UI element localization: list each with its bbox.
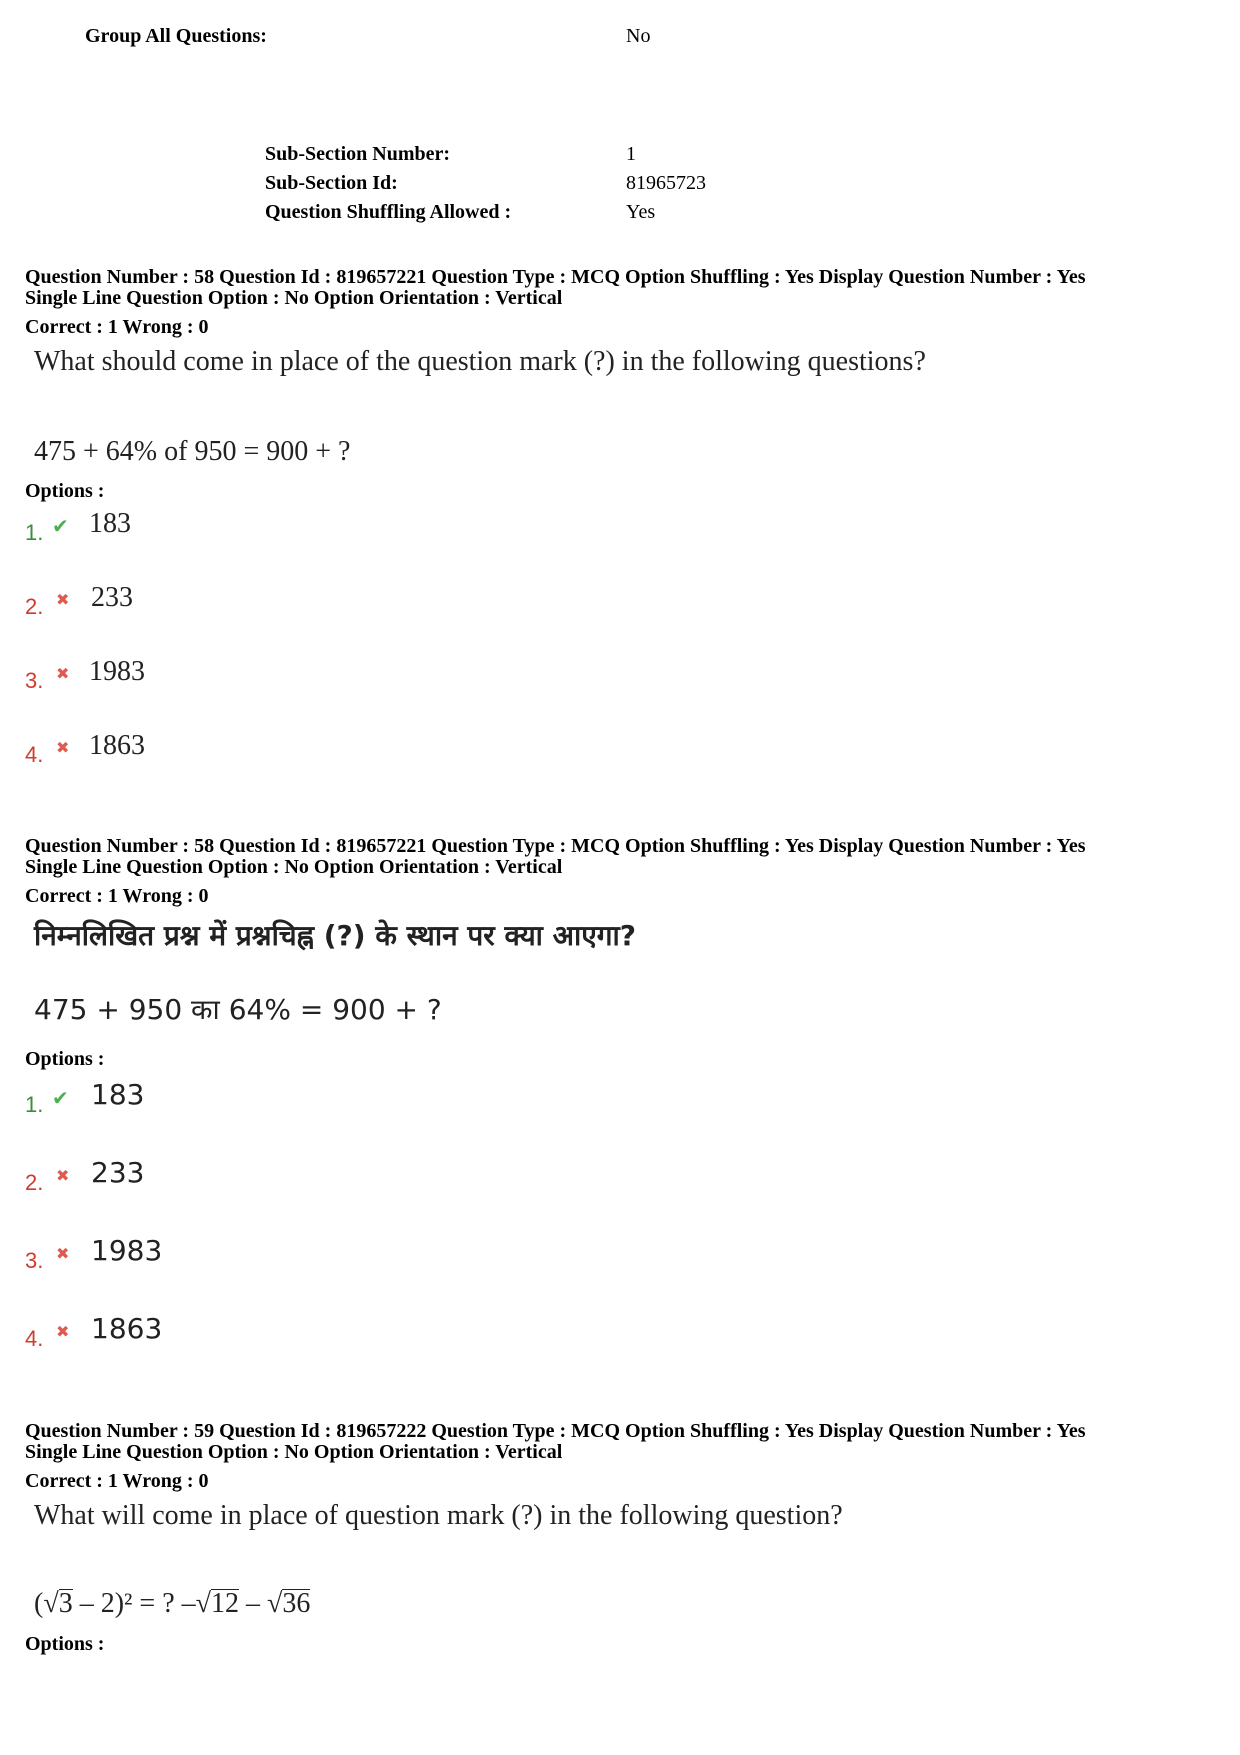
question-expression: 475 + 64% of 950 = 900 + ?	[34, 436, 351, 467]
radicand: 12	[211, 1588, 240, 1619]
expression-part: – √	[239, 1588, 283, 1619]
cross-icon: ✖	[56, 1244, 70, 1263]
option-value: 1983	[91, 1234, 163, 1267]
question-marks: Correct : 1 Wrong : 0	[25, 316, 209, 338]
shuffling-value: Yes	[626, 201, 656, 223]
option-number: 3.	[25, 1248, 44, 1273]
check-icon: ✔	[52, 1086, 69, 1110]
subsection-id-value: 81965723	[626, 172, 706, 194]
option-value: 1983	[89, 656, 145, 687]
subsection-number-value: 1	[626, 143, 636, 165]
option-number: 2.	[25, 1170, 44, 1195]
question-text: निम्नलिखित प्रश्न में प्रश्नचिह्न (?) के स्थान पर क्या आएगा?	[34, 919, 637, 952]
option-number: 2.	[25, 594, 44, 619]
option-value: 233	[91, 582, 133, 613]
options-label: Options :	[25, 1048, 105, 1070]
cross-icon: ✖	[56, 1166, 70, 1185]
options-label: Options :	[25, 480, 105, 502]
check-icon: ✔	[52, 514, 69, 538]
question-text: What will come in place of question mark (?) in the following question?	[34, 1500, 843, 1531]
question-meta-line2: Single Line Question Option : No Option Orientation : Vertical	[25, 287, 563, 309]
option-number: 4.	[25, 1326, 44, 1351]
option-number: 4.	[25, 742, 44, 767]
expression-part: (√	[34, 1588, 59, 1619]
option-value: 183	[91, 1078, 145, 1111]
question-meta-line2: Single Line Question Option : No Option Orientation : Vertical	[25, 856, 563, 878]
option-number: 1.	[25, 1092, 44, 1117]
options-label: Options :	[25, 1633, 105, 1655]
shuffling-label: Question Shuffling Allowed :	[265, 201, 512, 223]
option-value: 233	[91, 1156, 145, 1189]
question-expression	[34, 1588, 310, 1620]
question-meta-line1: Question Number : 58 Question Id : 819657221 Question Type : MCQ Option Shuffling : Yes Display Question Number : Yes	[25, 835, 1086, 857]
option-number: 3.	[25, 668, 44, 693]
expression-part: – 2)² = ? –√	[72, 1588, 212, 1619]
group-label: Group All Questions:	[85, 25, 267, 47]
question-expression: 475 + 950 का 64% = 900 + ?	[34, 993, 442, 1026]
option-value: 1863	[89, 730, 145, 761]
radicand: 3	[58, 1588, 73, 1619]
cross-icon: ✖	[56, 664, 70, 683]
question-marks: Correct : 1 Wrong : 0	[25, 1470, 209, 1492]
cross-icon: ✖	[56, 738, 70, 757]
option-value: 183	[89, 508, 131, 539]
radicand: 36	[282, 1588, 311, 1619]
question-meta-line1: Question Number : 59 Question Id : 819657222 Question Type : MCQ Option Shuffling : Yes Display Question Number : Yes	[25, 1420, 1086, 1442]
option-number: 1.	[25, 520, 44, 545]
question-text: What should come in place of the question mark (?) in the following questions?	[34, 346, 926, 377]
option-value: 1863	[91, 1312, 163, 1345]
question-meta-line1: Question Number : 58 Question Id : 819657221 Question Type : MCQ Option Shuffling : Yes Display Question Number : Yes	[25, 266, 1086, 288]
question-marks: Correct : 1 Wrong : 0	[25, 885, 209, 907]
subsection-id-label: Sub-Section Id:	[265, 172, 398, 194]
cross-icon: ✖	[56, 1322, 70, 1341]
subsection-number-label: Sub-Section Number:	[265, 143, 451, 165]
cross-icon: ✖	[56, 590, 70, 609]
group-value: No	[626, 25, 651, 47]
question-meta-line2: Single Line Question Option : No Option Orientation : Vertical	[25, 1441, 563, 1463]
